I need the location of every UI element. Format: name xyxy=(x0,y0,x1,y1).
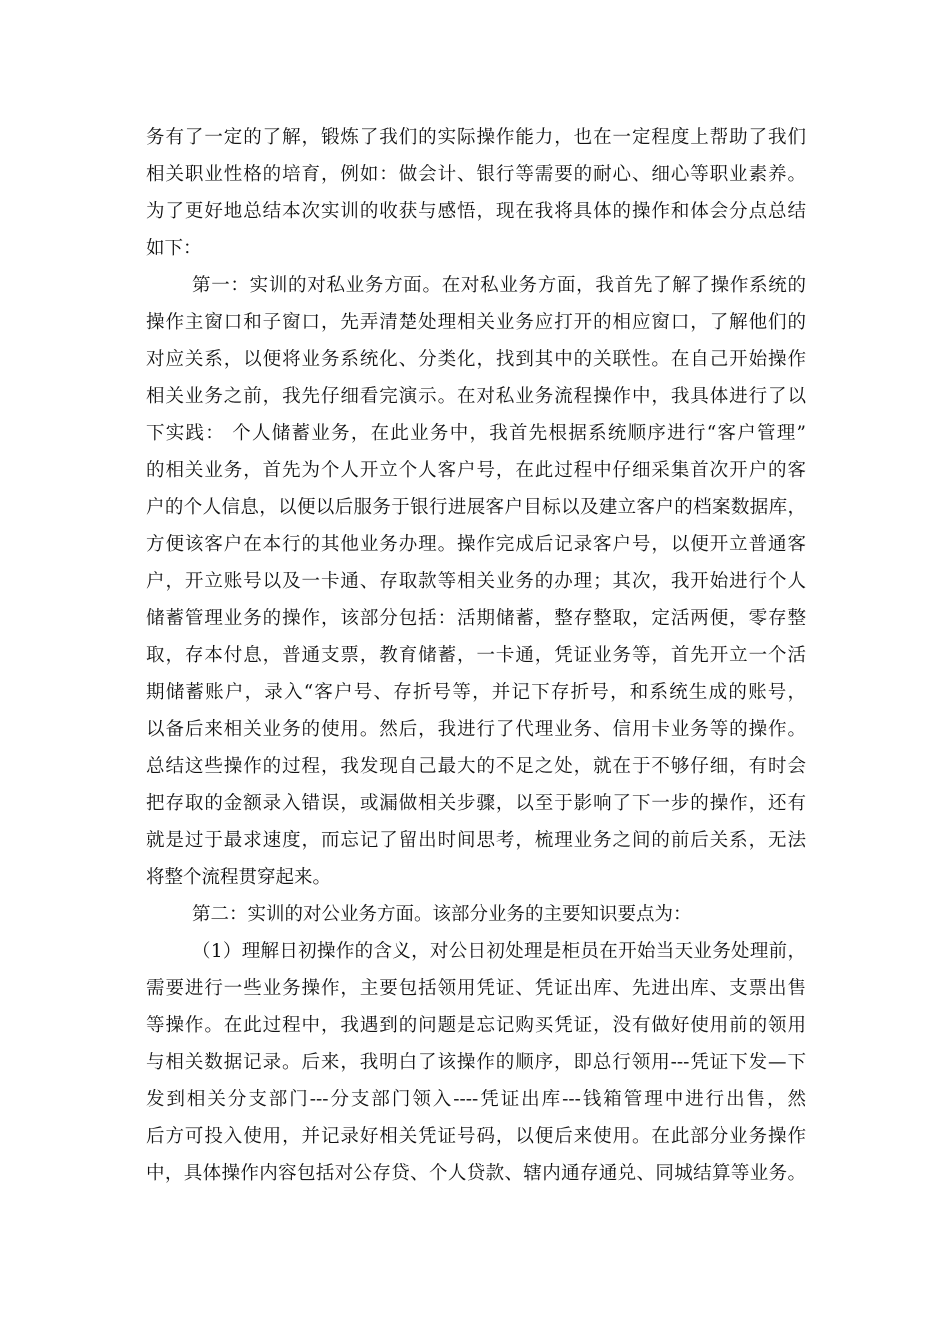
text-line: 下实践： 个人储蓄业务，在此业务中，我首先根据系统顺序进行“客户管理” xyxy=(146,423,806,444)
text-line: 等操作。在此过程中，我遇到的问题是忘记购买凭证，没有做好使用前的领用 xyxy=(146,1015,806,1036)
text-line: 以备后来相关业务的使用。然后，我进行了代理业务、信用卡业务等的操作。 xyxy=(146,719,806,740)
paragraph-first-line: 第一：实训的对私业务方面。在对私业务方面，我首先了解了操作系统的 xyxy=(192,275,806,296)
text-line: 务有了一定的了解，锻炼了我们的实际操作能力，也在一定程度上帮助了我们 xyxy=(146,127,806,148)
text-line: 取，存本付息，普通支票，教育储蓄，一卡通，凭证业务等，首先开立一个活 xyxy=(146,645,806,666)
paragraph-first-line: （1）理解日初操作的含义，对公日初处理是柜员在开始当天业务处理前， xyxy=(192,941,806,962)
paragraph-first-line: 第二：实训的对公业务方面。该部分业务的主要知识要点为： xyxy=(192,904,692,925)
text-line: 相关业务之前，我先仔细看完演示。在对私业务流程操作中，我具体进行了以 xyxy=(146,386,806,407)
text-line: 储蓄管理业务的操作，该部分包括：活期储蓄，整存整取，定活两便，零存整 xyxy=(146,608,806,629)
text-line: 方便该客户在本行的其他业务办理。操作完成后记录客户号，以便开立普通客 xyxy=(146,534,806,555)
text-line: 相关职业性格的培育，例如：做会计、银行等需要的耐心、细心等职业素养。 xyxy=(146,164,806,185)
text-line: 操作主窗口和子窗口，先弄清楚处理相关业务应打开的相应窗口，了解他们的 xyxy=(146,312,806,333)
text-line: 户的个人信息，以便以后服务于银行进展客户目标以及建立客户的档案数据库， xyxy=(146,497,806,518)
text-line: 中，具体操作内容包括对公存贷、个人贷款、辖内通存通兑、同城结算等业务。 xyxy=(146,1163,806,1184)
text-line: 期储蓄账户，录入“客户号、存折号等，并记下存折号，和系统生成的账号， xyxy=(146,682,806,703)
text-line: 总结这些操作的过程，我发现自己最大的不足之处，就在于不够仔细，有时会 xyxy=(146,756,806,777)
text-line: 将整个流程贯穿起来。 xyxy=(146,867,332,888)
text-line: 发到相关分支部门---分支部门领入----凭证出库---钱箱管理中进行出售，然 xyxy=(146,1089,806,1110)
text-line: 对应关系，以便将业务系统化、分类化，找到其中的关联性。在自己开始操作 xyxy=(146,349,806,370)
text-line: 如下： xyxy=(146,238,202,259)
text-line: 需要进行一些业务操作，主要包括领用凭证、凭证出库、先进出库、支票出售 xyxy=(146,978,806,999)
text-line: 为了更好地总结本次实训的收获与感悟，现在我将具体的操作和体会分点总结 xyxy=(146,201,806,222)
text-line: 户，开立账号以及一卡通、存取款等相关业务的办理；其次，我开始进行个人 xyxy=(146,571,806,592)
text-line: 的相关业务，首先为个人开立个人客户号，在此过程中仔细采集首次开户的客 xyxy=(146,460,806,481)
text-line: 与相关数据记录。后来，我明白了该操作的顺序，即总行领用---凭证下发—下 xyxy=(146,1052,806,1073)
text-line: 就是过于最求速度，而忘记了留出时间思考，梳理业务之间的前后关系，无法 xyxy=(146,830,806,851)
text-line: 后方可投入使用，并记录好相关凭证号码，以便后来使用。在此部分业务操作 xyxy=(146,1126,806,1147)
text-line: 把存取的金额录入错误，或漏做相关步骤，以至于影响了下一步的操作，还有 xyxy=(146,793,806,814)
